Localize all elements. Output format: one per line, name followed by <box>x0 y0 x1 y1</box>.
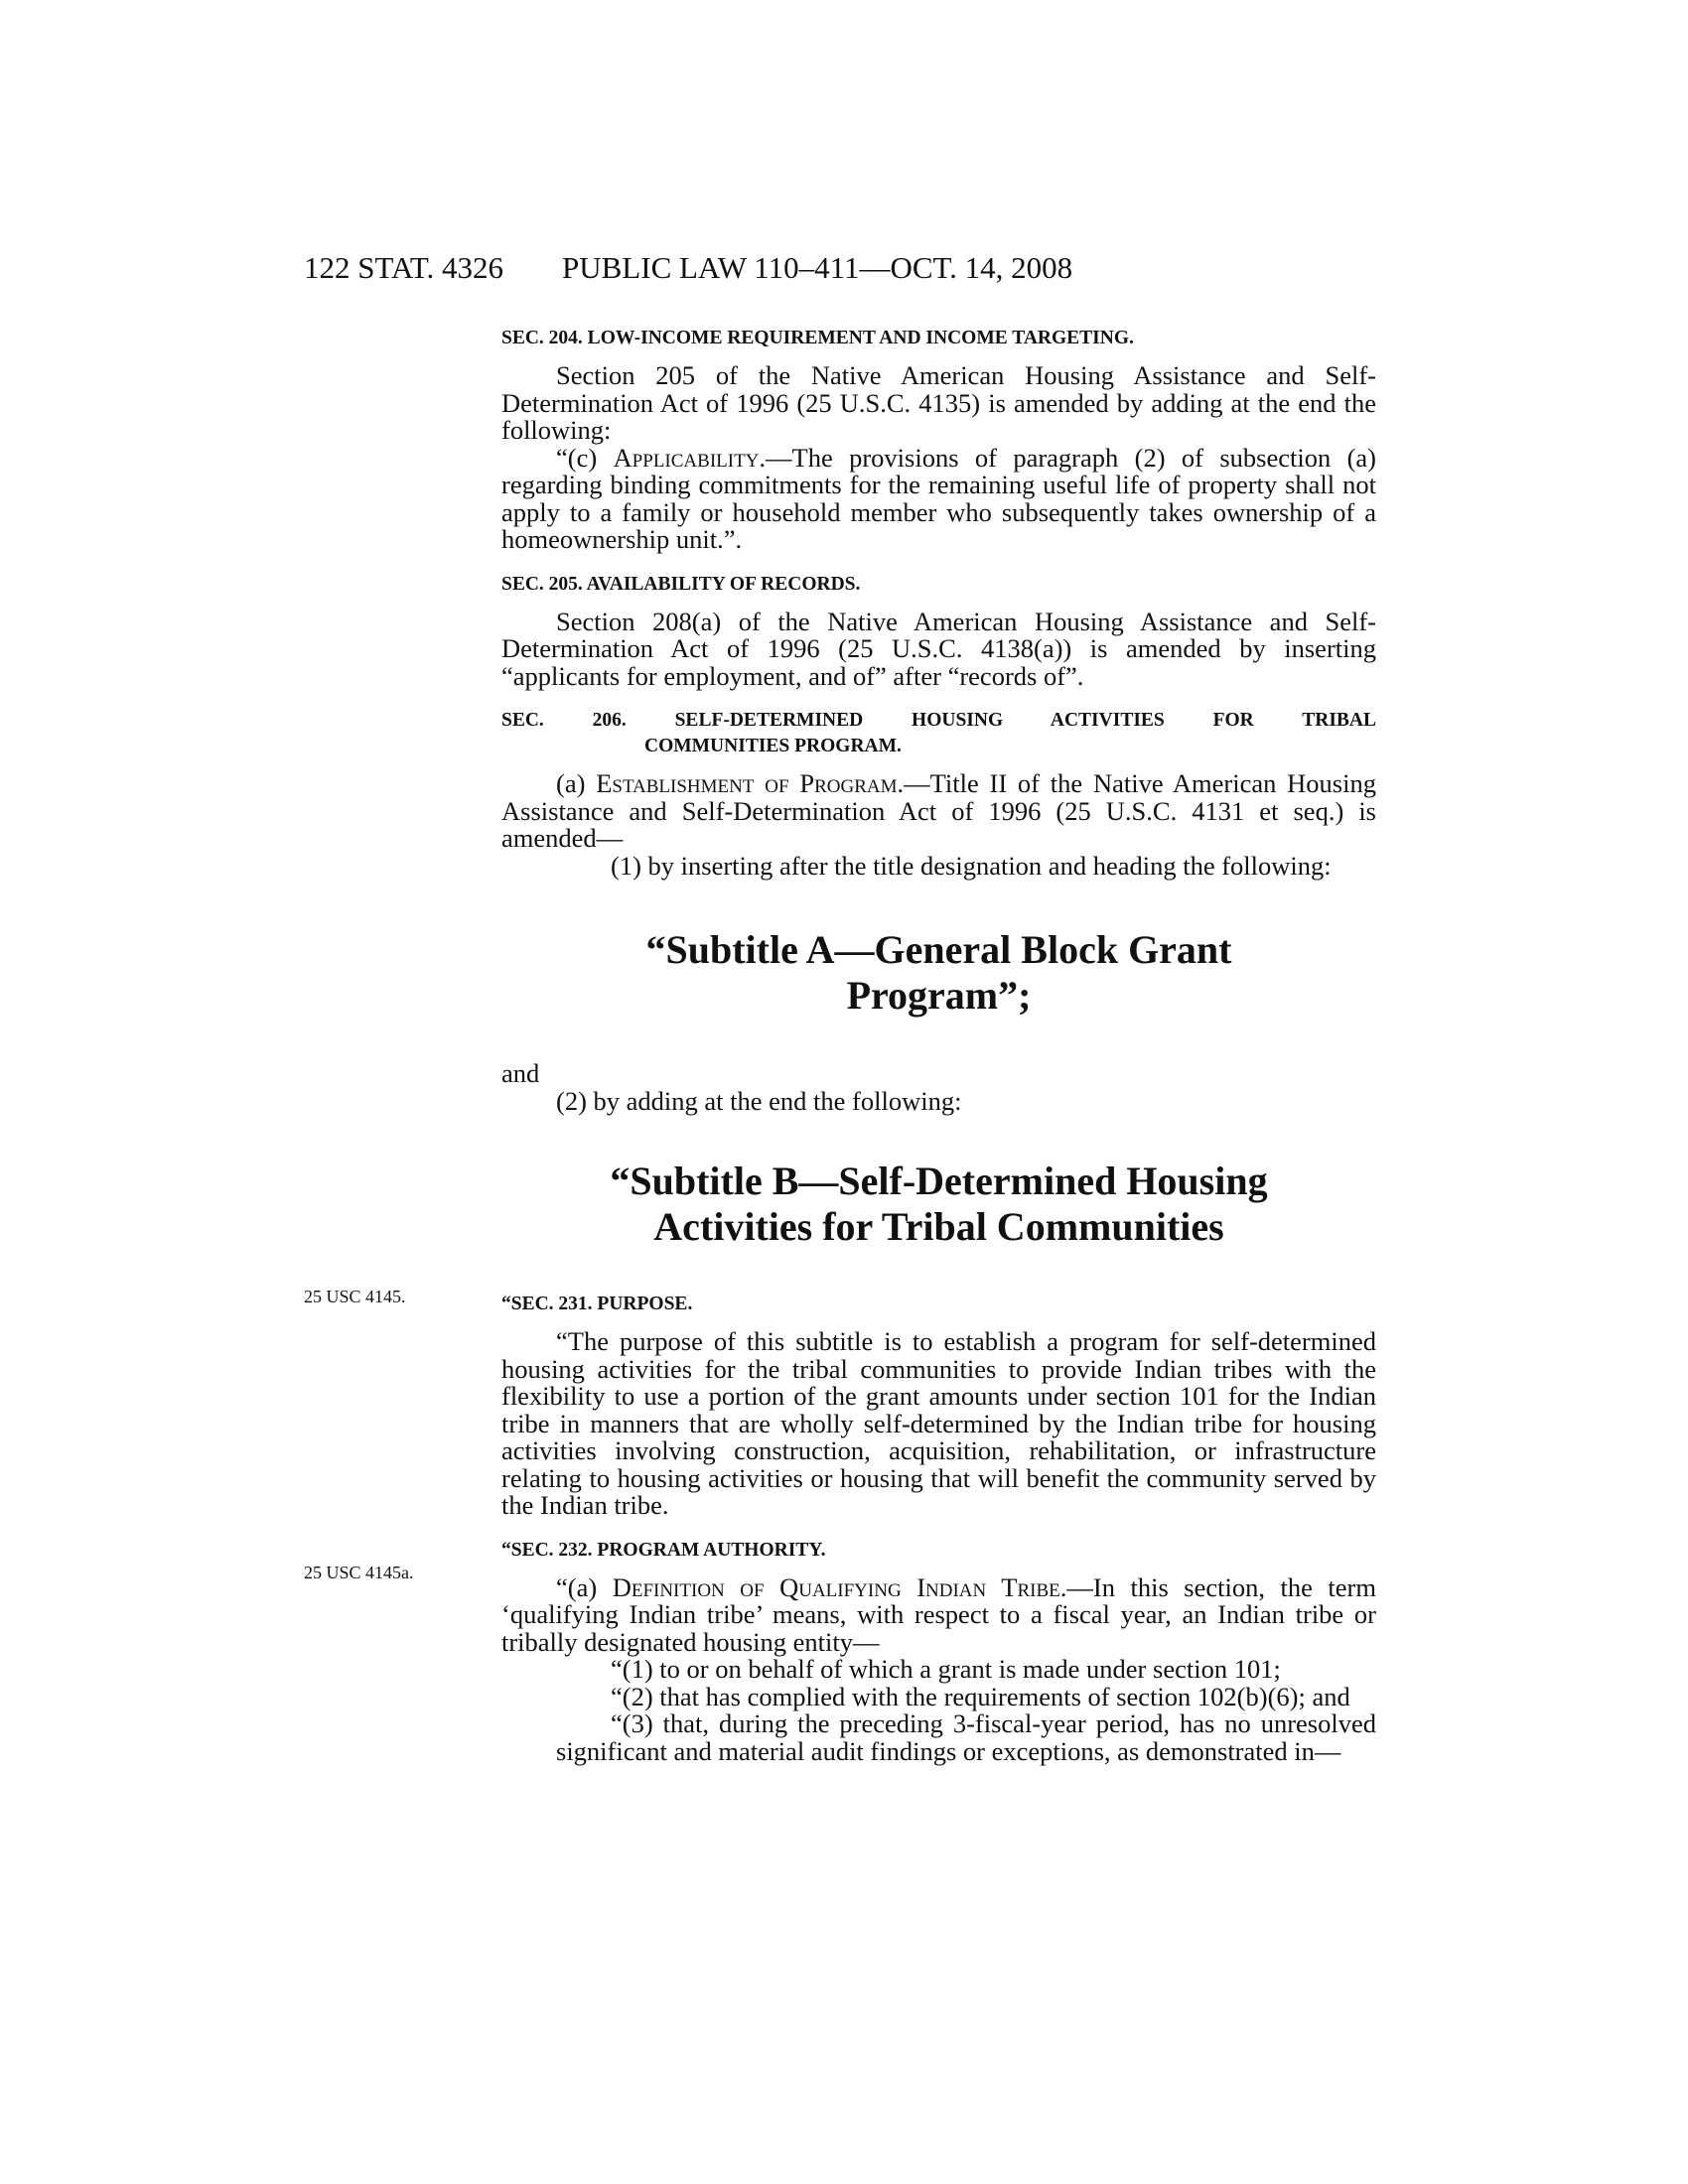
section-232-item-1: “(1) to or on behalf of which a grant is made under section 101; <box>611 1654 1281 1684</box>
section-206-heading-continued: COMMUNITIES PROGRAM. <box>644 736 902 756</box>
subsection-term: Definition of Qualifying Indian Tribe <box>612 1571 1060 1602</box>
section-204-heading: SEC. 204. LOW-INCOME REQUIREMENT AND INCOME TARGETING. <box>501 328 1134 348</box>
section-205-heading: SEC. 205. AVAILABILITY OF RECORDS. <box>501 573 861 595</box>
section-205-paragraph: Section 208(a) of the Native American Housing Assistance and Self-Determination Act of 1996 (25 U.S.C. 4138(a)) is amended by inserting “applicants for employment, and of” after “records of”. <box>501 606 1376 691</box>
section-232-heading: “SEC. 232. PROGRAM AUTHORITY. <box>501 1539 826 1561</box>
section-232-item-2: “(2) that has complied with the requirements of section 102(b)(6); and <box>611 1681 1350 1711</box>
page-body <box>501 326 1376 1765</box>
margin-note-sec231: 25 USC 4145. <box>304 1287 406 1306</box>
section-206-item-1: (1) by inserting after the title designation and heading the following: <box>611 850 1332 881</box>
subsection-term: Applicability <box>613 442 760 473</box>
section-204-paragraph: Section 205 of the Native American Housing Assistance and Self-Determination Act of 1996 (25 U.S.C. 4135) is amended by adding at the end the following: <box>501 360 1376 445</box>
subsection-term: Establishment of Program <box>596 768 898 798</box>
page-header <box>304 250 1376 290</box>
margin-note-sec232: 25 USC 4145a. <box>304 1563 414 1582</box>
section-231-paragraph: “The purpose of this subtitle is to establish a program for self-determined housing activities for the tribal communities to provide Indian tribes with the flexibility to use a portion of the grant amounts under section 101 for the Indian tribe in manners that are wholly self-determined by the Indian tribe for housing activities involving construction, acquisition, rehabilitation, or infrastructure relating to housing activities or housing that will benefit the community served by the Indian tribe. <box>501 1326 1376 1520</box>
public-law-citation: PUBLIC LAW 110–411—OCT. 14, 2008 <box>562 250 1073 285</box>
conjunction-and: and <box>501 1058 540 1088</box>
section-206-item-2: (2) by adding at the end the following: <box>556 1085 962 1116</box>
section-232-item-3: “(3) that, during the preceding 3-fiscal-year period, has no unresolved significant and material audit findings or exceptions, as demonstrated in— <box>556 1708 1376 1766</box>
section-232-subsection-a: “(a) Definition of Qualifying Indian Tribe.—In this section, the term ‘qualifying Indian tribe’ means, with respect to a fiscal year, an Indian tribe or tribally designated housing entity— <box>501 1571 1376 1657</box>
subtitle-b-heading: “Subtitle B—Self-Determined Housing Activities for Tribal Communities <box>610 1159 1268 1249</box>
section-206-subsection-a: (a) Establishment of Program.—Title II of the Native American Housing Assistance and Self-Determination Act of 1996 (25 U.S.C. 4131 et seq.) is amended— <box>501 768 1376 853</box>
section-206-heading: SEC. 206. SELF-DETERMINED HOUSING ACTIVITIES FOR TRIBAL <box>501 710 1376 731</box>
section-231-heading: “SEC. 231. PURPOSE. <box>501 1294 693 1314</box>
subtitle-a-heading: “Subtitle A—General Block Grant Program”; <box>645 927 1232 1018</box>
statute-page-number: 122 STAT. 4326 <box>304 250 504 285</box>
section-204-subsection-c: “(c) Applicability.—The provisions of paragraph (2) of subsection (a) regarding binding commitments for the remaining useful life of property shall not apply to a family or household member who subsequently takes ownership of a homeownership unit.”. <box>501 442 1376 554</box>
